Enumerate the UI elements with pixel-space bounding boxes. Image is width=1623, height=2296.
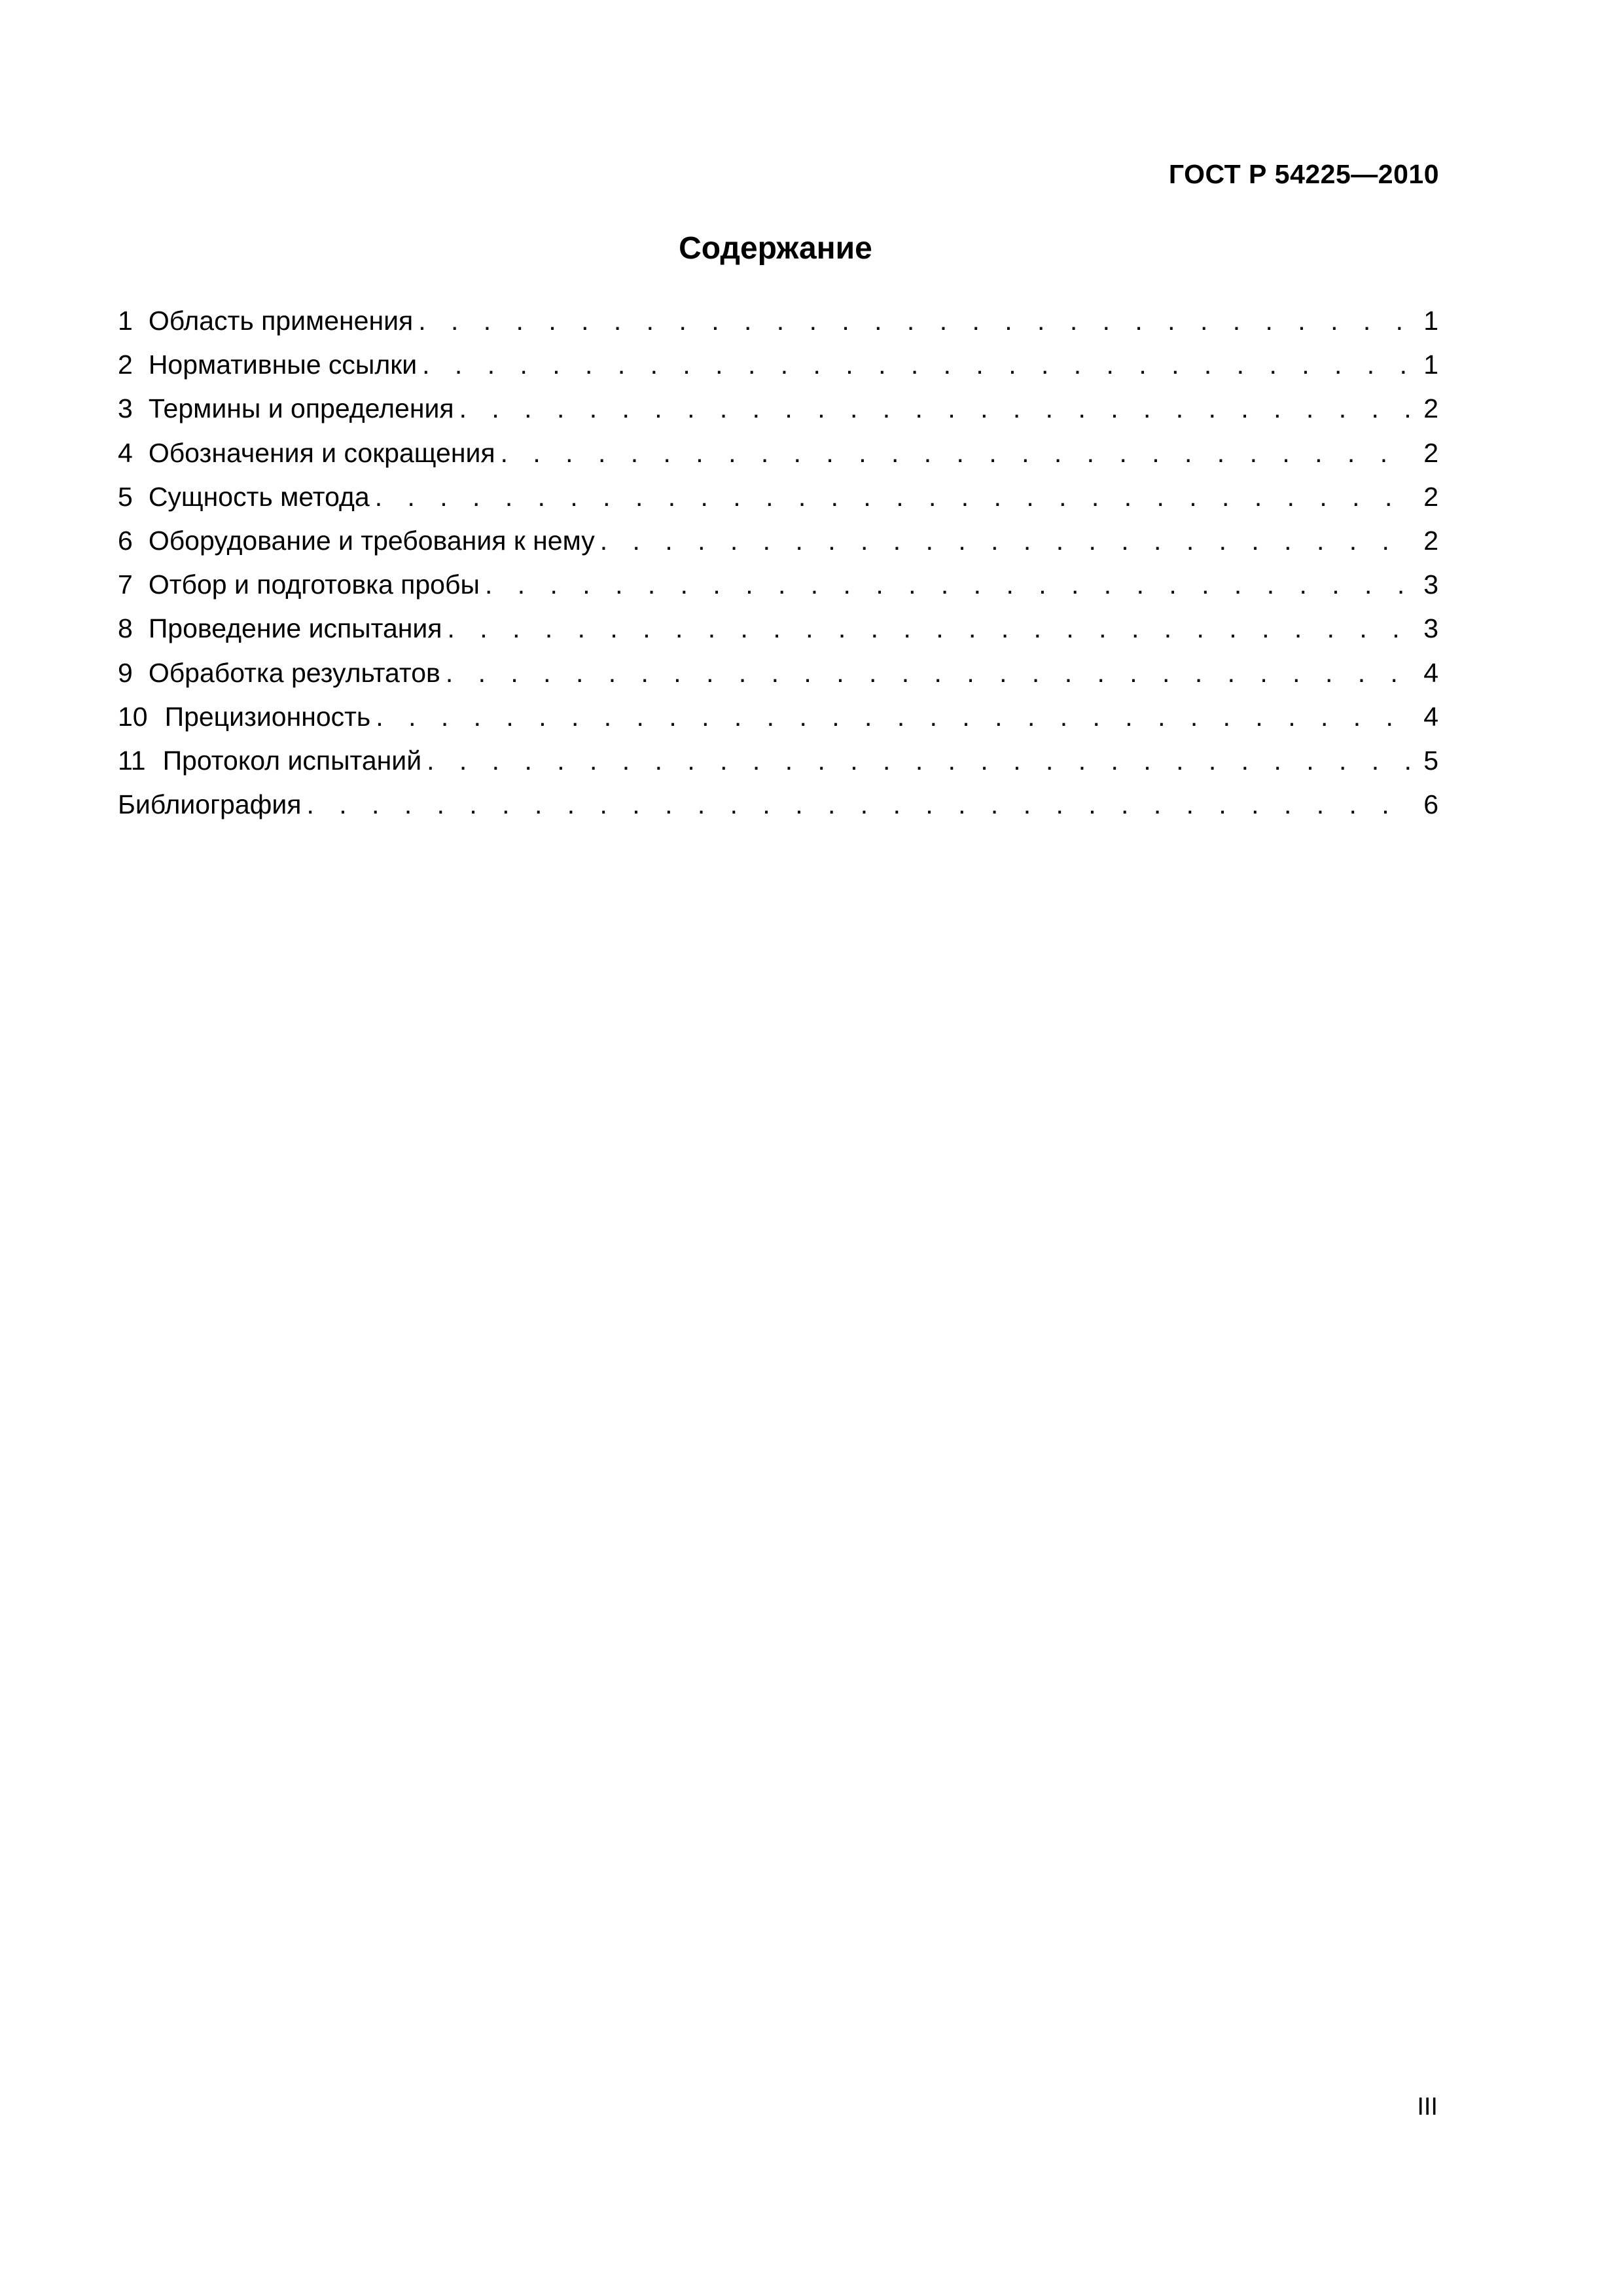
toc-entry-page: 6 xyxy=(1423,789,1438,820)
toc-title: Содержание xyxy=(679,231,872,266)
toc-entry-number: 7 xyxy=(118,569,133,600)
toc-entry-label: Обозначения и сокращения xyxy=(148,437,495,468)
toc-leader-dots xyxy=(418,299,1414,343)
toc-entry-number: 2 xyxy=(118,350,133,380)
toc-entry-label: Область применения xyxy=(148,306,414,336)
toc-entry-label: Обработка результатов xyxy=(148,657,440,688)
toc-leader-dots xyxy=(446,651,1414,695)
toc-list xyxy=(118,299,1438,827)
toc-entry-number: 4 xyxy=(118,437,133,468)
toc-entry[interactable] xyxy=(118,343,1438,387)
toc-entry-label: Термины и определения xyxy=(148,393,454,424)
toc-entry-number: 10 xyxy=(118,701,148,732)
page-number: III xyxy=(1417,2093,1438,2121)
toc-entry[interactable] xyxy=(118,387,1438,431)
toc-entry-label: Прецизионность xyxy=(164,701,371,732)
toc-entry-number: 5 xyxy=(118,481,133,512)
toc-entry-page: 1 xyxy=(1423,350,1438,380)
toc-entry[interactable] xyxy=(118,607,1438,651)
toc-entry-label: Проведение испытания xyxy=(148,613,442,644)
toc-entry-page: 2 xyxy=(1423,393,1438,424)
toc-leader-dots xyxy=(600,519,1414,563)
toc-entry[interactable] xyxy=(118,651,1438,695)
toc-leader-dots xyxy=(427,739,1414,783)
toc-entry[interactable] xyxy=(118,475,1438,519)
toc-entry-page: 2 xyxy=(1423,481,1438,512)
toc-entry-label: Отбор и подготовка пробы xyxy=(148,569,480,600)
toc-entry[interactable] xyxy=(118,739,1438,783)
toc-leader-dots xyxy=(459,387,1415,431)
toc-entry-page: 3 xyxy=(1423,613,1438,644)
toc-entry-number: 8 xyxy=(118,613,133,644)
toc-entry-bibliography[interactable] xyxy=(118,783,1438,827)
toc-entry[interactable] xyxy=(118,431,1438,475)
toc-entry-label: Протокол испытаний xyxy=(162,745,422,776)
toc-entry-number: 11 xyxy=(118,745,146,776)
toc-leader-dots xyxy=(501,431,1415,475)
toc-leader-dots xyxy=(422,343,1414,387)
toc-entry-page: 2 xyxy=(1423,525,1438,556)
toc-entry-label: Библиография xyxy=(118,789,302,820)
toc-entry-number: 1 xyxy=(118,306,133,336)
toc-leader-dots xyxy=(306,783,1414,827)
toc-entry-page: 3 xyxy=(1423,569,1438,600)
document-id: ГОСТ Р 54225—2010 xyxy=(1168,159,1439,189)
toc-entry-page: 4 xyxy=(1423,657,1438,688)
toc-entry-number: 6 xyxy=(118,525,133,556)
toc-entry[interactable] xyxy=(118,519,1438,563)
toc-entry-number: 9 xyxy=(118,657,133,688)
toc-leader-dots xyxy=(376,695,1414,739)
toc-entry-page: 5 xyxy=(1423,745,1438,776)
toc-entry-page: 4 xyxy=(1423,701,1438,732)
toc-entry[interactable] xyxy=(118,563,1438,607)
toc-entry[interactable] xyxy=(118,299,1438,343)
toc-entry-label: Оборудование и требования к нему xyxy=(148,525,595,556)
toc-entry-page: 2 xyxy=(1423,437,1438,468)
toc-entry-number: 3 xyxy=(118,393,133,424)
toc-entry-page: 1 xyxy=(1423,306,1438,336)
toc-leader-dots xyxy=(448,607,1415,651)
toc-entry[interactable] xyxy=(118,695,1438,739)
toc-leader-dots xyxy=(375,475,1414,519)
toc-entry-label: Сущность метода xyxy=(148,481,370,512)
toc-leader-dots xyxy=(485,563,1414,607)
toc-entry-label: Нормативные ссылки xyxy=(148,350,418,380)
